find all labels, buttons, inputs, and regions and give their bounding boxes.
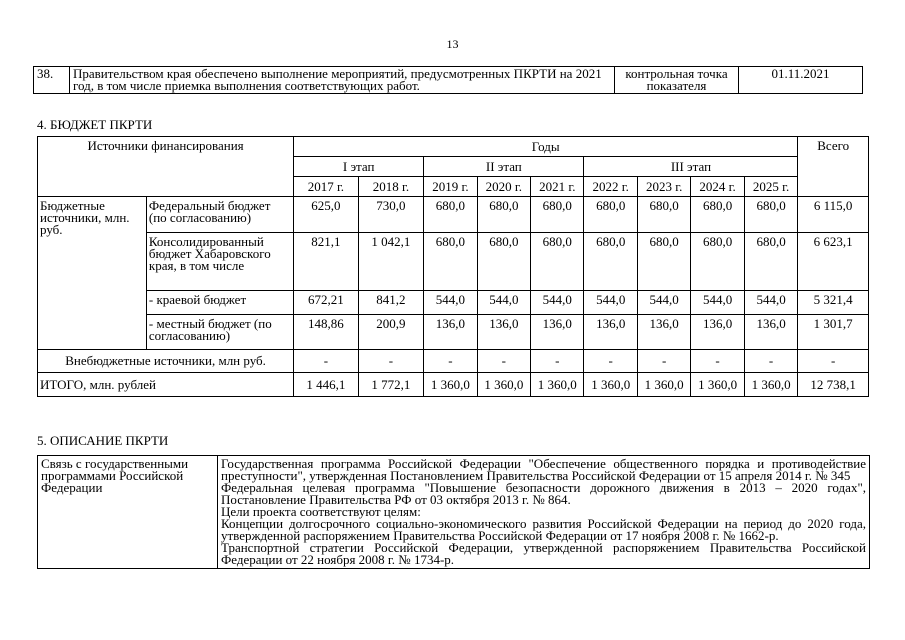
cell: 625,0	[294, 197, 359, 233]
stage-2: II этап	[424, 157, 584, 177]
cell: 680,0	[477, 197, 530, 233]
cell: 1 360,0	[584, 373, 637, 397]
cell: 1 360,0	[531, 373, 584, 397]
cell: -	[477, 350, 530, 373]
header-total: Всего	[798, 137, 869, 197]
cell: 680,0	[424, 233, 477, 291]
row-label: ИТОГО, млн. рублей	[38, 373, 294, 397]
row-total: 12 738,1	[798, 373, 869, 397]
cell: -	[294, 350, 359, 373]
cell: 136,0	[744, 315, 798, 350]
row-type: контрольная точка показателя	[615, 67, 739, 94]
row-total: 1 301,7	[798, 315, 869, 350]
row-number: 38.	[34, 67, 70, 94]
cell: -	[691, 350, 744, 373]
cell: 136,0	[531, 315, 584, 350]
cell: -	[358, 350, 424, 373]
row-label: - местный бюджет (по согласованию)	[146, 315, 293, 350]
year-header: 2020 г.	[477, 177, 530, 197]
paragraph: Федеральная целевая программа "Повышение безопасности дорожного движения в 2013 – 2020 годах", Постановление Правительства РФ от 03 октября 2013 г. № 864.	[221, 480, 866, 507]
cell: 1 360,0	[637, 373, 690, 397]
year-header: 2017 г.	[294, 177, 359, 197]
year-header: 2023 г.	[637, 177, 690, 197]
header-sources: Источники финансирования	[38, 137, 294, 197]
row-total: 5 321,4	[798, 291, 869, 315]
cell: 544,0	[584, 291, 637, 315]
cell: 1 446,1	[294, 373, 359, 397]
cell: 680,0	[531, 197, 584, 233]
table-row	[38, 373, 869, 397]
row-total: -	[798, 350, 869, 373]
cell: 680,0	[424, 197, 477, 233]
cell: -	[744, 350, 798, 373]
cell: 544,0	[477, 291, 530, 315]
cell: 148,86	[294, 315, 359, 350]
row-date: 01.11.2021	[739, 67, 863, 94]
paragraph: Транспортной стратегии Российской Федерации, утвержденной распоряжением Правительства Российской Федерации от 22 ноября 2008 г. № 1734-р.	[221, 540, 866, 567]
section-5-title: 5. ОПИСАНИЕ ПКРТИ	[37, 433, 169, 448]
cell: 1 360,0	[744, 373, 798, 397]
page-number: 13	[446, 37, 459, 51]
cell: 544,0	[744, 291, 798, 315]
cell: -	[584, 350, 637, 373]
cell: 841,2	[358, 291, 424, 315]
row-38-table	[33, 66, 863, 94]
year-header: 2018 г.	[358, 177, 424, 197]
cell: 136,0	[424, 315, 477, 350]
row-total: 6 623,1	[798, 233, 869, 291]
paragraph: Государственная программа Российской Федерации "Обеспечение общественного порядка и противодействие преступности", утвержденная Постановлением Правительства Российской Федерации от 15 апреля 2014 г. № 345	[221, 456, 866, 483]
cell: 1 042,1	[358, 233, 424, 291]
description-label: Связь с государственными программами Российской Федерации	[38, 456, 218, 569]
row-label: Федеральный бюджет (по согласованию)	[146, 197, 293, 233]
row-label: Консолидированный бюджет Хабаровского края, в том числе	[146, 233, 293, 291]
cell: 680,0	[744, 197, 798, 233]
row-total: 6 115,0	[798, 197, 869, 233]
cell: 680,0	[584, 197, 637, 233]
cell: 1 360,0	[477, 373, 530, 397]
year-header: 2019 г.	[424, 177, 477, 197]
cell: 680,0	[584, 233, 637, 291]
cell: 1 360,0	[424, 373, 477, 397]
description-text	[218, 456, 870, 569]
header-years: Годы	[294, 137, 798, 157]
table-row	[38, 456, 870, 569]
table-row	[38, 315, 869, 350]
cell: 544,0	[637, 291, 690, 315]
cell: 136,0	[584, 315, 637, 350]
paragraph: Концепции долгосрочного социально-экономического развития Российской Федерации на период до 2020 года, утвержденной распоряжением Правительства Российской Федерации от 17 ноября 2008 г. № 1662-р.	[221, 516, 866, 543]
cell: 680,0	[531, 233, 584, 291]
year-header: 2022 г.	[584, 177, 637, 197]
cell: 136,0	[691, 315, 744, 350]
row-label: Внебюджетные источники, млн руб.	[38, 350, 294, 373]
cell: -	[637, 350, 690, 373]
year-header: 2024 г.	[691, 177, 744, 197]
cell: 680,0	[477, 233, 530, 291]
cell: 1 772,1	[358, 373, 424, 397]
cell: -	[424, 350, 477, 373]
budget-table	[37, 136, 869, 397]
stage-3: III этап	[584, 157, 798, 177]
table-row	[34, 67, 863, 94]
stage-1: I этап	[294, 157, 424, 177]
section-4-title: 4. БЮДЖЕТ ПКРТИ	[37, 117, 153, 132]
cell: 544,0	[531, 291, 584, 315]
cell: 680,0	[691, 233, 744, 291]
cell: 680,0	[744, 233, 798, 291]
cell: -	[531, 350, 584, 373]
cell: 680,0	[691, 197, 744, 233]
description-table	[37, 455, 870, 569]
cell: 544,0	[424, 291, 477, 315]
cell: 136,0	[477, 315, 530, 350]
paragraph: Цели проекта соответствуют целям:	[221, 504, 421, 519]
cell: 680,0	[637, 233, 690, 291]
group-label: Бюджетные источники, млн. руб.	[38, 197, 147, 350]
cell: 200,9	[358, 315, 424, 350]
year-header: 2025 г.	[744, 177, 798, 197]
cell: 821,1	[294, 233, 359, 291]
cell: 1 360,0	[691, 373, 744, 397]
row-text: Правительством края обеспечено выполнение мероприятий, предусмотренных ПКРТИ на 2021 год, в том числе приемка выполнения соответствующих работ.	[70, 67, 615, 94]
cell: 730,0	[358, 197, 424, 233]
cell: 544,0	[691, 291, 744, 315]
cell: 680,0	[637, 197, 690, 233]
year-header: 2021 г.	[531, 177, 584, 197]
cell: 136,0	[637, 315, 690, 350]
table-row	[38, 291, 869, 315]
table-row	[38, 350, 869, 373]
table-row	[38, 197, 869, 233]
cell: 672,21	[294, 291, 359, 315]
table-row	[38, 233, 869, 291]
row-label: - краевой бюджет	[146, 291, 293, 315]
